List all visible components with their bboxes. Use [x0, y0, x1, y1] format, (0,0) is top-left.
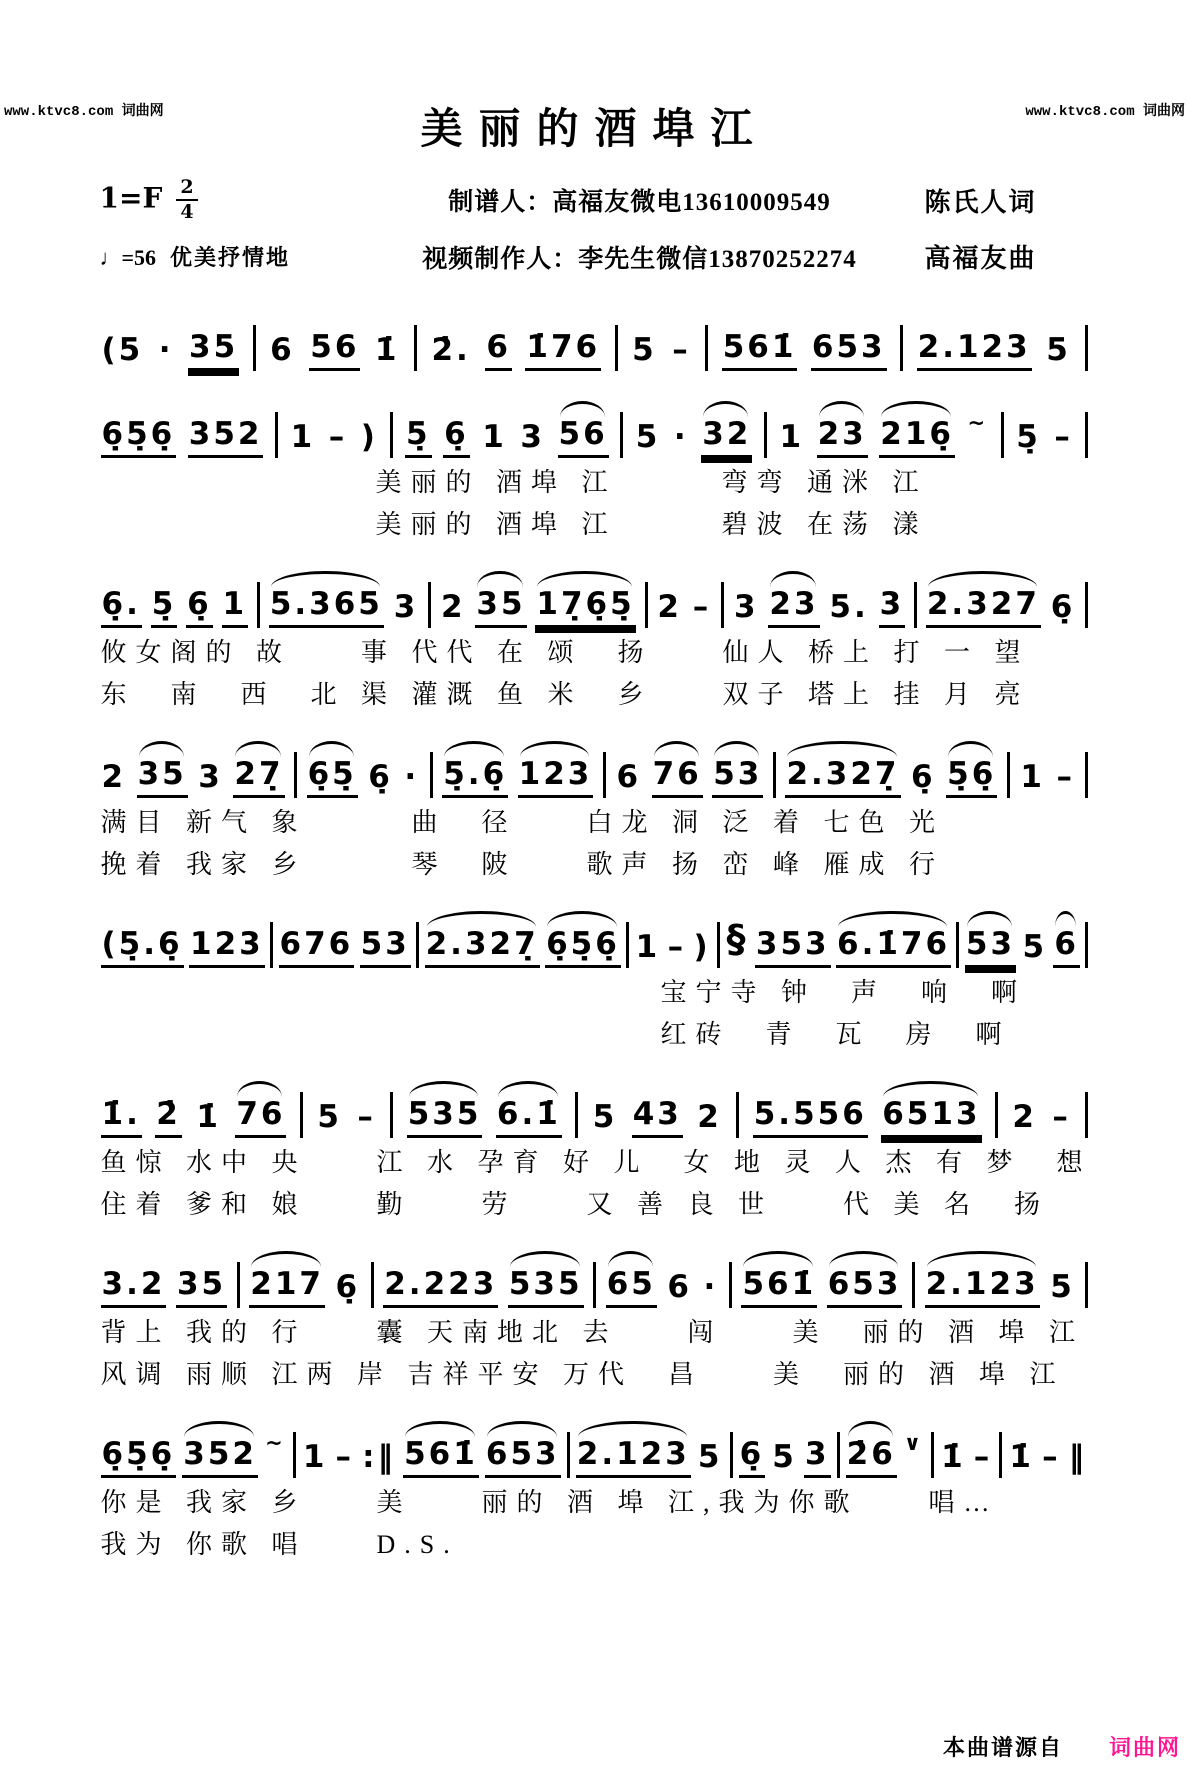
note-group: 561̇: [403, 1438, 479, 1478]
music-system: [101, 1236, 1089, 1391]
lyricist-credit: 陈氏人词: [924, 187, 1037, 217]
lyrics-line-2: 美丽的 酒埠 江 碧波 在荡 漾: [375, 509, 928, 539]
note-group: –: [692, 589, 712, 626]
ornament-icon: ∨: [903, 1431, 924, 1455]
note-group: –: [1056, 759, 1075, 796]
note-group: 1̇: [374, 332, 400, 369]
note-group: 352: [182, 1438, 258, 1478]
note-group: 1̇: [196, 1099, 221, 1136]
lyrics-line-2: 东 南 西 北 渠 灌溉 鱼 米 乡 双子 塔上 挂 月 亮: [100, 679, 1030, 709]
note-group: 561̇: [741, 1268, 817, 1308]
barline: [1085, 1092, 1088, 1138]
note-group: 653: [485, 1438, 561, 1478]
note-group: 6̣5̣: [307, 758, 358, 798]
note-group: 5: [1022, 929, 1048, 966]
note-group: 6̣5̣6̣: [101, 418, 177, 458]
barline: [620, 412, 623, 458]
note-group: 2.327̣: [785, 758, 900, 798]
note-group: 3: [520, 419, 545, 456]
note-group: 35: [188, 331, 239, 371]
note-group: 5.365: [269, 588, 384, 628]
note-group: 6̣5̣6̣: [101, 1438, 177, 1478]
notes-line: [101, 896, 1089, 968]
barline: [1085, 582, 1088, 628]
note-group: 56: [558, 418, 609, 458]
music-system: [100, 1066, 1092, 1221]
note-group: 5.556: [753, 1098, 868, 1138]
barline: [300, 1092, 303, 1138]
note-group: 1: [635, 929, 661, 966]
barline: [914, 582, 917, 628]
note-group: 32: [701, 418, 752, 458]
note-group: 5̣6̣: [946, 758, 997, 798]
lyrics-line-1: 满目 新气 象 曲 径 白龙 洞 泛 着 七色 光: [100, 808, 945, 837]
tempo-marking: [100, 241, 355, 272]
sheet-music-page: [0, 96, 1189, 1778]
barline: [717, 922, 720, 968]
end-barline: :‖: [362, 1439, 396, 1476]
barline: [428, 582, 431, 628]
note-group: 5̣.6̣: [442, 758, 508, 798]
barline: [1001, 412, 1004, 458]
note-group: 6.1̇76: [836, 928, 951, 968]
note-group: 2̇.: [431, 332, 471, 369]
barline: [257, 582, 260, 628]
lyrics-line-1: 美丽的 酒埠 江 弯弯 通洣 江: [375, 468, 928, 497]
barline: [900, 325, 903, 371]
note-group: ): [693, 929, 711, 966]
note-group: 35: [176, 1268, 227, 1308]
note-group: 3: [198, 759, 223, 796]
note-group: 5: [592, 1099, 618, 1136]
music-system: [101, 726, 1089, 881]
note-group: 2.223: [383, 1268, 498, 1308]
note-group: 5: [697, 1439, 723, 1476]
note-group: –: [1042, 1439, 1061, 1476]
note-group: 35: [475, 588, 526, 628]
note-group: 2.123: [576, 1438, 691, 1478]
note-group: 1̇: [1009, 1439, 1034, 1476]
note-group: 2: [697, 1099, 722, 1136]
note-group: 5: [632, 332, 657, 369]
note-group: 3: [804, 1438, 831, 1478]
note-group: 76: [652, 758, 703, 798]
barline: [1085, 922, 1088, 968]
note-group: 2.327: [926, 588, 1041, 628]
key-signature: [100, 178, 355, 222]
expression-marking: 优美抒情地: [170, 245, 291, 270]
note-group: 1̇.: [101, 1098, 142, 1138]
video-credit: 视频制作人：李先生微信13870252274: [422, 245, 857, 273]
barline: [773, 752, 776, 798]
note-group: (5̣.6̣: [101, 928, 184, 968]
barline: [237, 1262, 240, 1308]
note-group: 53: [965, 928, 1016, 968]
barline: [736, 1092, 739, 1138]
note-group: 2̇: [155, 1098, 182, 1138]
music-system: [101, 1406, 1089, 1561]
music-system: [101, 386, 1089, 541]
barline: [615, 325, 618, 371]
time-signature: [176, 178, 197, 222]
footer: [943, 1731, 1181, 1762]
note-group: 6: [485, 331, 512, 371]
lyrics-line-2: 红砖 青 瓦 房 啊: [660, 1019, 1011, 1049]
note-group: 1: [779, 419, 805, 456]
barline: [730, 1432, 733, 1478]
header-meta: [100, 178, 1090, 275]
tempo-value: ♩=56: [99, 245, 157, 270]
note-group: 2.327̣: [425, 928, 540, 968]
barline: [1085, 325, 1088, 371]
song-title: 美丽的酒埠江: [420, 107, 769, 153]
note-group: 1: [290, 419, 316, 456]
note-group: 27̣: [233, 758, 284, 798]
note-group: 353: [755, 928, 831, 968]
barline: [253, 325, 256, 371]
note-group: (5: [101, 332, 144, 369]
note-group: 1: [302, 1439, 328, 1476]
barline: [999, 1432, 1002, 1478]
time-signature-bottom: 4: [180, 201, 194, 223]
note-group: 2: [657, 589, 682, 626]
note-group: 2: [440, 589, 466, 626]
note-group: 6: [667, 1269, 692, 1306]
note-group: 6̣: [186, 588, 213, 628]
barline: [721, 582, 724, 628]
end-barline: ‖: [1068, 1439, 1088, 1476]
footer-source-text: 本曲谱源自: [942, 1735, 1063, 1760]
note-group: 352: [188, 418, 264, 458]
barline: [371, 1262, 374, 1308]
note-group: 1: [222, 588, 249, 628]
note-group: –: [1052, 1099, 1071, 1136]
note-group: ): [360, 419, 378, 456]
music-system: [101, 896, 1089, 1051]
barline: [729, 1262, 732, 1308]
lyrics-line-2: 挽着 我家 乡 琴 陂 歌声 扬 峦 峰 雁成 行: [100, 849, 945, 879]
note-group: 76: [235, 1098, 286, 1138]
time-signature-top: 2: [176, 178, 197, 201]
composer-credit: 高福友曲: [924, 244, 1037, 273]
notes-line: [101, 1236, 1089, 1308]
note-group: 653: [827, 1268, 903, 1308]
note-group: 23: [817, 418, 868, 458]
note-group: 5: [1050, 1269, 1075, 1306]
notes-line: [101, 1406, 1089, 1478]
footer-brand: 词曲网: [1108, 1735, 1181, 1760]
barline: [764, 412, 767, 458]
note-group: 5̣: [151, 588, 178, 628]
barline: [275, 412, 278, 458]
barline: [390, 1092, 393, 1138]
note-group: 2.123: [925, 1268, 1040, 1308]
note-group: ·: [158, 332, 174, 369]
barline: [931, 1432, 934, 1478]
note-group: 43: [632, 1098, 683, 1138]
note-group: 6̣5̣6̣: [545, 928, 621, 968]
note-group: 65: [606, 1268, 657, 1308]
note-group: 5̣: [405, 418, 432, 458]
note-group: 1: [482, 419, 507, 456]
barline: [414, 325, 417, 371]
note-group: 3: [879, 588, 906, 628]
barline: [603, 752, 606, 798]
note-group: 6̣.: [101, 588, 142, 628]
note-group: 6̣: [911, 759, 936, 796]
note-group: 6.1̇: [496, 1098, 562, 1138]
segno-icon: §: [726, 917, 749, 962]
note-group: 35: [137, 758, 188, 798]
note-group: 6513: [881, 1098, 981, 1138]
note-group: –: [667, 929, 687, 966]
note-group: 5: [317, 1099, 342, 1136]
barline: [1007, 752, 1010, 798]
barline: [294, 752, 297, 798]
ornament-icon: ~: [967, 411, 989, 435]
note-group: 6: [616, 759, 642, 796]
note-group: 535: [508, 1268, 584, 1308]
barline: [645, 582, 648, 628]
note-group: 56: [309, 331, 360, 371]
note-group: 53: [712, 758, 763, 798]
key-value: 1=F: [99, 181, 163, 215]
note-group: 23: [768, 588, 819, 628]
note-group: –: [328, 419, 348, 456]
barline: [837, 1432, 840, 1478]
note-group: 123: [189, 928, 265, 968]
barline: [270, 922, 273, 968]
music-system: [101, 556, 1089, 711]
note-group: 6̣: [368, 759, 393, 796]
lyrics-line-1: 你是 我家 乡 美 丽的 酒 埠 江,我为你歌 唱…: [100, 1488, 999, 1517]
lyrics-line-1: 鱼惊 水中 央 江 水 孕育 好 儿 女 地 灵 人 杰 有 梦 想: [100, 1148, 1092, 1177]
note-group: –: [1054, 419, 1073, 456]
note-group: 653: [811, 331, 887, 371]
notes-line: [101, 1066, 1089, 1138]
note-group: 6: [1053, 928, 1080, 968]
note-group: 5̣: [1016, 419, 1041, 456]
note-group: 3.2: [101, 1268, 167, 1308]
watermark-top-left: www.ktvc8.com 词曲网: [4, 104, 164, 120]
music-system: [101, 299, 1089, 371]
note-group: 53: [360, 928, 411, 968]
note-group: ·: [404, 759, 420, 796]
notation-credit: 制谱人：高福友微电13610009549: [448, 189, 831, 216]
note-group: 5: [772, 1439, 797, 1476]
note-group: 535: [407, 1098, 483, 1138]
note-group: 5.: [829, 589, 869, 626]
note-group: 5: [1046, 332, 1071, 369]
ornament-icon: ~: [265, 1431, 286, 1455]
note-group: 676: [279, 928, 355, 968]
lyrics-line-2: 我为 你歌 唱 D.S.: [100, 1529, 459, 1559]
score: [100, 299, 1092, 1561]
note-group: 1: [1020, 759, 1045, 796]
note-group: 5: [635, 419, 661, 456]
note-group: ·: [703, 1269, 719, 1306]
note-group: 1̇76: [525, 331, 601, 371]
note-group: 2: [1012, 1099, 1037, 1136]
note-group: 217: [249, 1268, 325, 1308]
notes-line: [101, 386, 1089, 458]
note-group: 6̣: [739, 1438, 766, 1478]
notes-line: [101, 556, 1089, 628]
barline: [430, 752, 433, 798]
notes-line: [101, 299, 1089, 371]
lyrics-line-2: 风调 雨顺 江两 岸 吉祥平安 万代 昌 美 丽的 酒 埠 江: [100, 1359, 1065, 1389]
note-group: 6̣: [443, 418, 470, 458]
note-group: 561̇: [722, 331, 798, 371]
note-group: ·: [673, 419, 689, 456]
note-group: –: [973, 1439, 993, 1476]
note-group: 17̣6̣5̣: [535, 588, 635, 628]
barline: [1085, 752, 1088, 798]
note-group: 6̣: [335, 1269, 361, 1306]
barline: [626, 922, 629, 968]
barline: [593, 1262, 596, 1308]
barline: [956, 922, 959, 968]
barline: [390, 412, 393, 458]
barline: [912, 1262, 915, 1308]
lyrics-line-1: 攸女阁的 故 事 代代 在 颂 扬 仙人 桥上 打 一 望: [100, 638, 1030, 667]
note-group: 1̇: [941, 1439, 966, 1476]
note-group: 216̣: [879, 418, 955, 458]
barline: [995, 1092, 998, 1138]
note-group: 123: [518, 758, 594, 798]
barline: [705, 325, 708, 371]
notes-line: [101, 726, 1089, 798]
note-group: 2̇6: [846, 1438, 897, 1478]
note-group: –: [335, 1439, 355, 1476]
note-group: 3: [733, 589, 759, 626]
watermark-top-right: www.ktvc8.com 词曲网: [1025, 104, 1185, 120]
barline: [1085, 412, 1088, 458]
lyrics-line-1: 背上 我的 行 囊 天南地北 去 闯 美 丽的 酒 埠 江: [100, 1318, 1085, 1347]
barline: [416, 922, 419, 968]
note-group: 6̣: [1050, 589, 1076, 626]
barline: [575, 1092, 578, 1138]
lyrics-line-1: 宝宁寺 钟 声 响 啊: [660, 978, 1027, 1007]
note-group: 2.123: [917, 331, 1032, 371]
note-group: 2: [101, 759, 127, 796]
barline: [567, 1432, 570, 1478]
note-group: –: [357, 1099, 376, 1136]
note-group: 3: [393, 589, 419, 626]
barline: [1085, 1262, 1088, 1308]
note-group: 6: [270, 332, 295, 369]
lyrics-line-2: 住着 爹和 娘 勤 劳 又 善 良 世 代 美 名 扬: [100, 1189, 1050, 1219]
barline: [293, 1432, 296, 1478]
note-group: –: [672, 332, 691, 369]
